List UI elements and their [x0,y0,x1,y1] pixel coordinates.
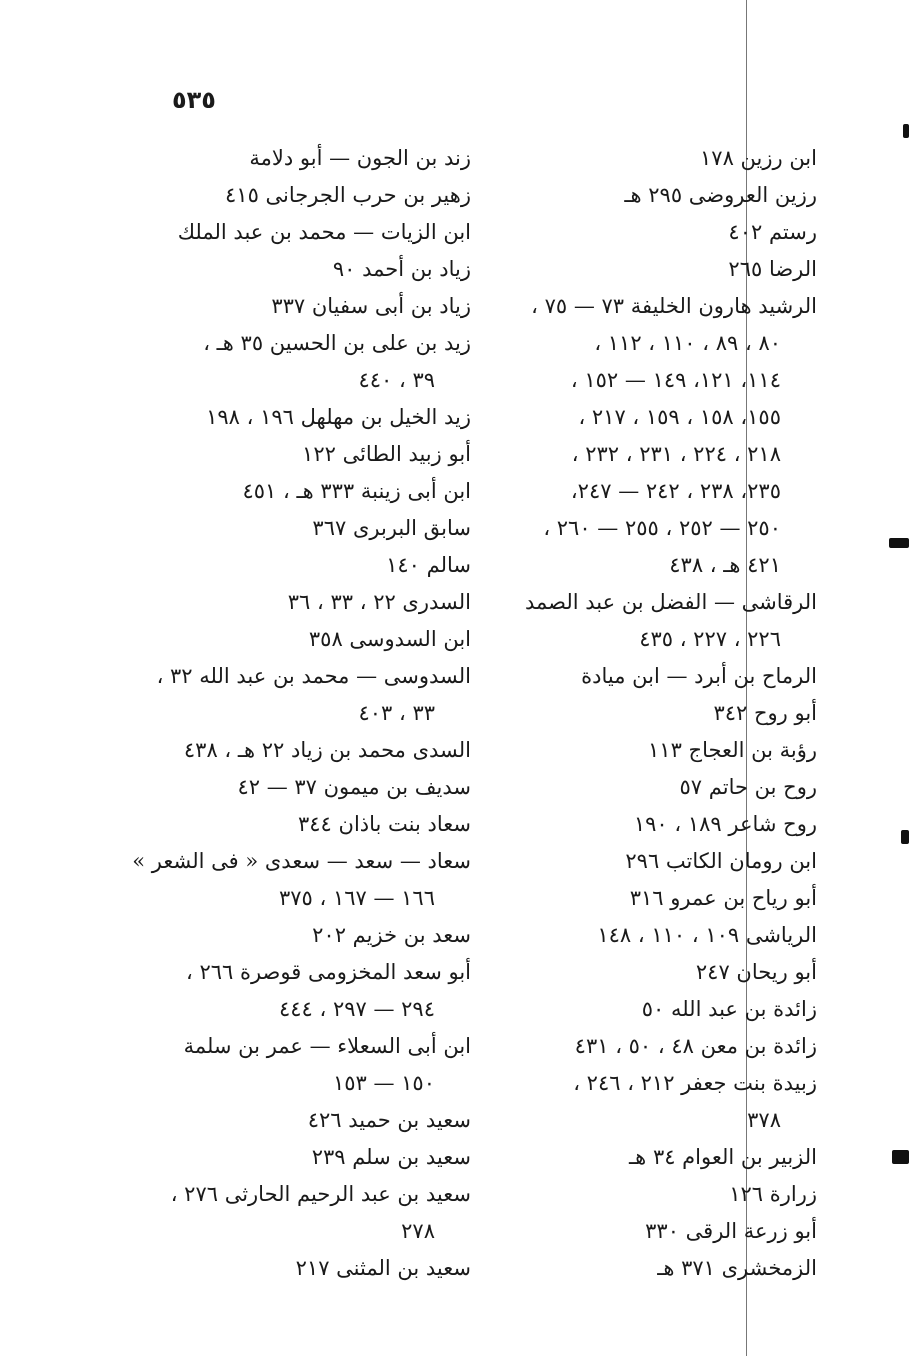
index-entry: الرشيد هارون الخليفة ٧٣ — ٧٥ ، [531,294,817,318]
index-entry: السدرى ٢٢ ، ٣٣ ، ٣٦ [287,590,471,614]
index-entry: الزبير بن العوام ٣٤ هـ [629,1145,817,1169]
index-entry: زهير بن حرب الجرجانى ٤١٥ [225,183,471,207]
index-entry: زيد الخيل بن مهلهل ١٩٦ ، ١٩٨ [206,405,471,429]
index-entry: رستم ٤٠٢ [728,220,817,244]
index-entry: السدى محمد بن زياد ٢٢ هـ ، ٤٣٨ [183,738,471,762]
index-entry: أبو ريحان ٢٤٧ [695,960,817,984]
index-entry: سعيد بن سلم ٢٣٩ [311,1145,471,1169]
index-entry: رزين العروضى ٢٩٥ هـ [624,183,817,207]
index-entry: أبو سعد المخزومى قوصرة ٢٦٦ ، [186,960,471,984]
index-entry: ابن الزيات — محمد بن عبد الملك [177,220,471,244]
index-entry: الرضا ٢٦٥ [728,257,817,281]
index-entry: سابق البربرى ٣٦٧ [312,516,471,540]
index-entry: ٢٩٤ — ٢٩٧ ، ٤٤٤ [278,997,435,1021]
index-entry: الزمخشرى ٣٧١ هـ [657,1256,817,1280]
index-entry: السدوسى — محمد بن عبد الله ٣٢ ، [156,664,471,688]
index-entry: زيد بن على بن الحسين ٣٥ هـ ، [203,331,471,355]
edge-mark-2 [889,538,909,548]
index-entry: ٢٥٠ — ٢٥٢ ، ٢٥٥ — ٢٦٠ ، [543,516,781,540]
index-entry: أبو رياح بن عمرو ٣١٦ [629,886,817,910]
index-entry: رؤبة بن العجاج ١١٣ [648,738,817,762]
index-entry: ١٥٥، ١٥٨ ، ١٥٩ ، ٢١٧ ، [578,405,781,429]
index-entry: ابن رومان الكاتب ٢٩٦ [625,849,817,873]
index-entry: ٤٢١ هـ ، ٤٣٨ [669,553,781,577]
index-entry: ٢٢٦ ، ٢٢٧ ، ٤٣٥ [639,627,781,651]
index-entry: زند بن الجون — أبو دلامة [249,146,471,170]
index-entry: ٢٣٥، ٢٣٨ ، ٢٤٢ — ٢٤٧، [570,479,781,503]
index-entry: الرماح بن أبرد — ابن ميادة [581,664,817,688]
index-entry: سعيد بن حميد ٤٢٦ [307,1108,471,1132]
index-entry: روح بن حاتم ٥٧ [679,775,817,799]
index-entry: الرياشى ١٠٩ ، ١١٠ ، ١٤٨ [597,923,817,947]
index-entry: أبو زرعة الرقى ٣٣٠ [645,1219,817,1243]
index-entry: سالم ١٤٠ [386,553,471,577]
index-entry: ابن أبى السعلاء — عمر بن سلمة [183,1034,471,1058]
index-entry: ابن أبى زينبة ٣٣٣ هـ ، ٤٥١ [242,479,471,503]
index-entry: سعيد بن المثنى ٢١٧ [295,1256,471,1280]
index-entry: سعاد — سعد — سعدى « فى الشعر » [132,849,471,873]
index-entry: الرقاشى — الفضل بن عبد الصمد [524,590,817,614]
edge-mark-1 [903,124,909,138]
index-entry: ابن السدوسى ٣٥٨ [308,627,471,651]
index-entry: زياد بن أبى سفيان ٣٣٧ [271,294,471,318]
index-entry: سعد بن خزيم ٢٠٢ [312,923,471,947]
index-entry: سعاد بنت باذان ٣٤٤ [298,812,471,836]
index-entry: زائدة بن عبد الله ٥٠ [641,997,817,1021]
index-entry: سديف بن ميمون ٣٧ — ٤٢ [237,775,471,799]
index-entry: زبيدة بنت جعفر ٢١٢ ، ٢٤٦ ، [573,1071,817,1095]
edge-mark-4 [892,1150,909,1164]
index-entry: ٣٩ ، ٤٤٠ [358,368,435,392]
index-entry: ١١٤، ١٢١، ١٤٩ — ١٥٢ ، [570,368,781,392]
index-entry: ٢٧٨ [401,1219,435,1243]
index-entry: ٢١٨ ، ٢٢٤ ، ٢٣١ ، ٢٣٢ ، [571,442,781,466]
index-entry: ٨٠ ، ٨٩ ، ١١٠ ، ١١٢ ، [594,331,781,355]
index-entry: أبو زبيد الطائى ١٢٢ [302,442,471,466]
index-entry: ١٦٦ — ١٦٧ ، ٣٧٥ [278,886,435,910]
index-entry: أبو روح ٣٤٢ [713,701,817,725]
index-column-left [132,140,471,1287]
index-entry: زياد بن أحمد ٩٠ [332,257,471,281]
index-entry: ٣٣ ، ٤٠٣ [358,701,435,725]
index-entry: ٣٧٨ [747,1108,781,1132]
index-entry: ابن رزين ١٧٨ [700,146,817,170]
index-entry: سعيد بن عبد الرحيم الحارثى ٢٧٦ ، [170,1182,471,1206]
index-entry: زرارة ١٢٦ [729,1182,817,1206]
index-entry: ١٥٠ — ١٥٣ [332,1071,435,1095]
page-number: ٥٣٥ [172,86,216,114]
index-entry: روح شاعر ١٨٩ ، ١٩٠ [633,812,817,836]
index-entry: زائدة بن معن ٤٨ ، ٥٠ ، ٤٣١ [574,1034,817,1058]
index-column-right [507,140,817,1287]
edge-mark-3 [901,830,909,844]
